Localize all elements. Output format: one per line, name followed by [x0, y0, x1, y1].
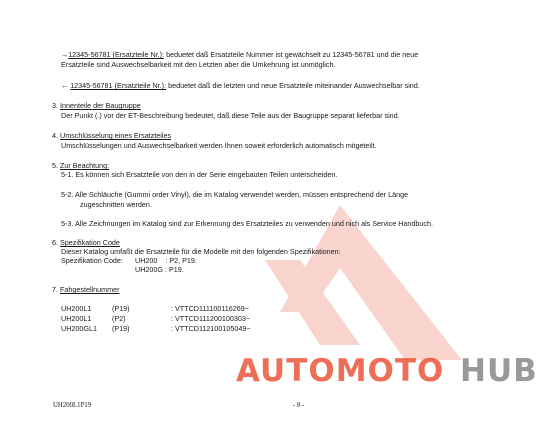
intro-text-2: beduetet daß die letzten und neue Ersatzteile miteinander Auswechselbar sind.	[168, 81, 420, 90]
intro-code-1: 12345-56781 (Ersatzteile Nr.):	[68, 50, 165, 59]
vin-model: UH200L1	[61, 314, 92, 323]
vin-code: (P19)	[112, 324, 130, 333]
section-6-heading	[52, 238, 120, 247]
item-5-2-number: 5-2.	[61, 190, 74, 199]
section-6-number: 6.	[52, 238, 58, 247]
section-5-item-2	[61, 190, 408, 199]
section-5-heading	[52, 161, 109, 170]
section-7-title: Fahgestellnummer	[60, 285, 120, 294]
section-4-heading	[52, 131, 171, 140]
item-5-1-text: Es können sich Ersatzteile von den in der Serie eingebauten Teilen unterscheiden.	[75, 170, 338, 179]
section-7-number: 7.	[52, 285, 58, 294]
item-5-2-text-continued: zugeschnitten werden.	[80, 200, 152, 209]
vin-code: (P19)	[112, 304, 130, 313]
section-4-text: Umschlüsselungen und Auswechselbarkeit werden Ihnen soweit erforderlich automatisch mitgeteilt.	[61, 141, 377, 150]
section-4-number: 4.	[52, 131, 58, 140]
page-number: - 8 -	[293, 402, 305, 409]
watermark-text-gray: HUB	[460, 353, 538, 389]
vin-model: UH200GL1	[61, 324, 97, 333]
spec-code-line-2: UH200G : P19.	[135, 265, 184, 274]
section-3-text: Der Punkt (.) vor der ET-Beschreibung bedeutet, daß diese Teile aus der Baugruppe separat lieferbar sind.	[61, 111, 400, 120]
vin-number: : VTTCD112100105049~	[171, 324, 251, 333]
section-3-title: Innenteile der Baugruppe	[60, 101, 141, 110]
vin-model: UH200L1	[61, 304, 92, 313]
section-5-item-1	[61, 170, 337, 179]
item-5-3-text: Alle Zeichnungen im Katalog sind zur Erkennung des Ersatzteiles zu verwenden und nich als Service Handbuch.	[75, 219, 433, 228]
watermark-text-red: AUTOMOTO	[236, 353, 445, 389]
item-5-2-text: Alle Schläuche (Gummi order Vinyl), die im Katalog verwendet werden, müssen entsprechend der Länge	[75, 190, 409, 199]
vin-code: (P2)	[112, 314, 126, 323]
section-5-item-3	[61, 219, 433, 228]
section-6-text: Dieser Katalog umfaßt die Ersatzteile für die Modelle mit den folgenden Spezifikationen:	[61, 247, 341, 256]
arrow-left-icon: ←	[61, 81, 69, 90]
footer-doc-code: UH200L1P19	[53, 402, 92, 409]
intro-line-2	[61, 81, 420, 90]
section-3-heading	[52, 101, 141, 110]
section-5-title: Zur Beachtung:	[60, 161, 110, 170]
vin-number: : VTTCD111200100303~	[171, 314, 251, 323]
spec-code-line-1: UH200 : P2, P19.	[135, 256, 197, 265]
spec-code-label: Spezifikation Code:	[61, 256, 123, 265]
intro-text-1: beduetet daß Ersatzteile Nummer ist gewächselt zu 12345-56781 und die neue	[166, 50, 419, 59]
item-5-3-number: 5-3.	[61, 219, 74, 228]
arrow-right-icon: →	[61, 50, 69, 59]
intro-code-2: 12345-56781 (Ersatzteile Nr.):	[70, 81, 167, 90]
item-5-1-number: 5-1.	[61, 170, 74, 179]
section-4-title: Umschlüsselung eines Ersatzteiles	[60, 131, 172, 140]
section-5-number: 5.	[52, 161, 58, 170]
vin-number: : VTTCD111100116269~	[171, 304, 249, 313]
section-6-title: Spezifikation Code	[60, 238, 120, 247]
section-3-number: 3.	[52, 101, 58, 110]
intro-line-1	[61, 50, 418, 59]
intro-text-1b: Ersatzteile sind Auswechselbarkeit mit den Letzten aber die Umkehrung ist unmöglich.	[61, 60, 336, 69]
section-7-heading	[52, 285, 120, 294]
